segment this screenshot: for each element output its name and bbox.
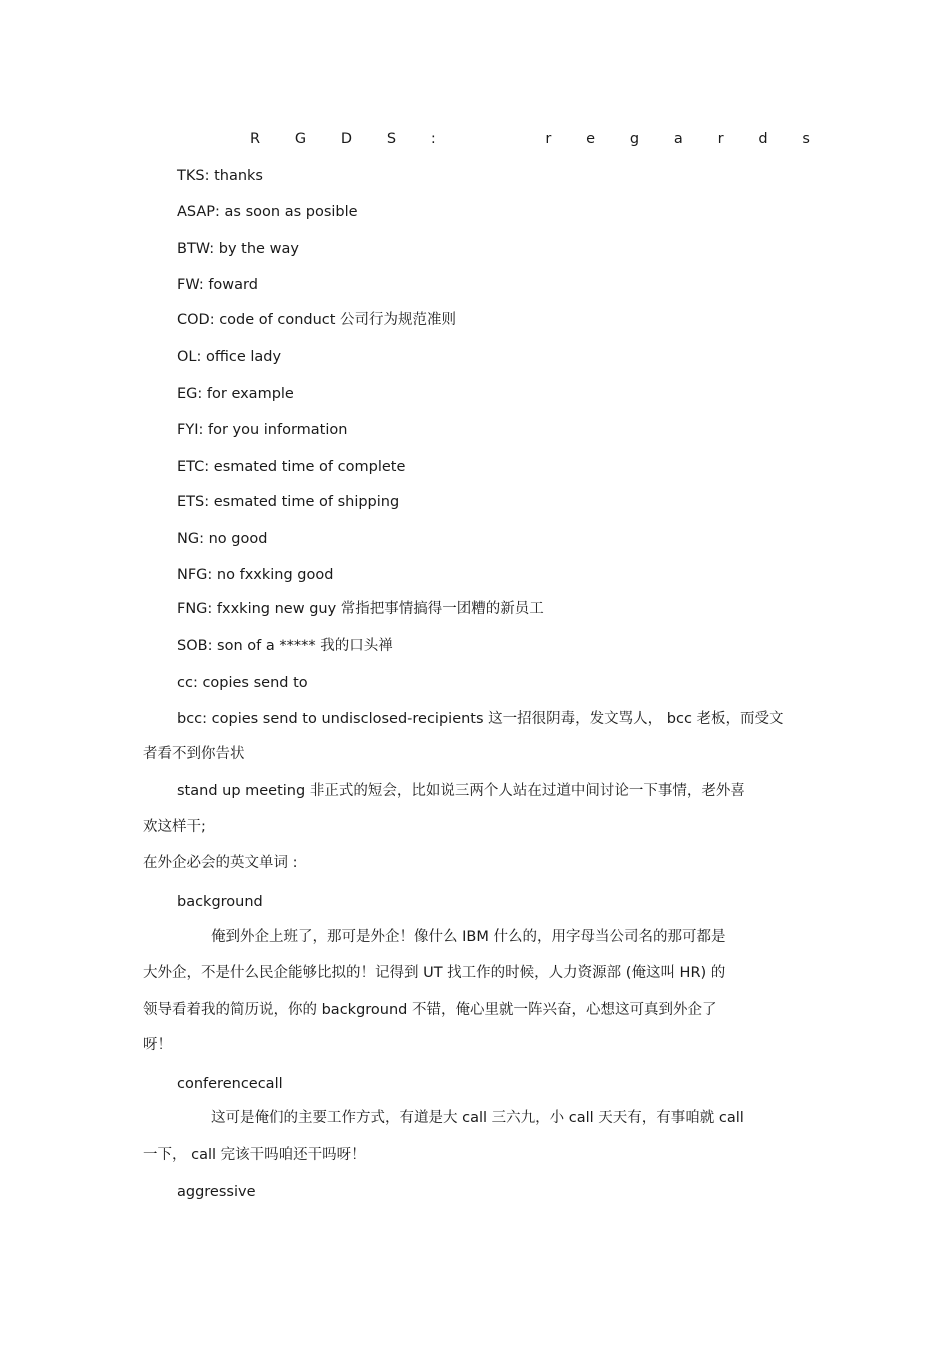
abbr-line: ETS: esmated time of shipping bbox=[177, 494, 400, 510]
conferencecall-text-line: 一下， call 完该干吗咱还干吗呀！ bbox=[143, 1147, 366, 1163]
rgds-letter: D bbox=[340, 131, 353, 147]
standup-line-1: stand up meeting 非正式的短会，比如说三两个人站在过道中间讨论一下事情，老外喜 bbox=[177, 783, 745, 799]
rgds-letter: R bbox=[250, 131, 261, 147]
abbr-line: BTW: by the way bbox=[177, 241, 299, 257]
rgds-heading bbox=[250, 129, 810, 149]
abbr-line: ETC: esmated time of complete bbox=[177, 459, 406, 475]
section-title: 在外企必会的英文单词 : bbox=[143, 855, 298, 871]
rgds-letter: S bbox=[386, 131, 397, 147]
rgds-letter: r bbox=[717, 131, 724, 147]
term-conferencecall: conferencecall bbox=[177, 1076, 283, 1092]
standup-line-2: 欢这样干; bbox=[143, 819, 206, 835]
term-aggressive: aggressive bbox=[177, 1184, 256, 1200]
abbr-line: NG: no good bbox=[177, 531, 268, 547]
rgds-letter: g bbox=[629, 131, 640, 147]
background-text-line: 呀！ bbox=[143, 1037, 172, 1053]
term-background: background bbox=[177, 894, 263, 910]
abbr-line: OL: office lady bbox=[177, 349, 282, 365]
abbr-line: TKS: thanks bbox=[177, 168, 263, 184]
abbr-line: SOB: son of a ***** 我的口头禅 bbox=[177, 638, 393, 654]
rgds-letter: e bbox=[586, 131, 596, 147]
abbr-line: ASAP: as soon as posible bbox=[177, 204, 358, 220]
abbr-line: FYI: for you information bbox=[177, 422, 348, 438]
abbr-line: cc: copies send to bbox=[177, 675, 308, 691]
rgds-letter: s bbox=[802, 131, 810, 147]
background-text-line: 大外企，不是什么民企能够比拟的！记得到 UT 找工作的时候，人力资源部 (俺这叫 HR) 的 bbox=[143, 965, 726, 981]
rgds-letter: G bbox=[294, 131, 307, 147]
background-text-line: 俺到外企上班了，那可是外企！像什么 IBM 什么的，用字母当公司名的那可都是 bbox=[211, 929, 726, 945]
rgds-letter: r bbox=[545, 131, 552, 147]
abbr-line: COD: code of conduct 公司行为规范准则 bbox=[177, 312, 457, 328]
rgds-letter: : bbox=[430, 131, 436, 147]
rgds-letter: d bbox=[758, 131, 768, 147]
bcc-line-2: 者看不到你告状 bbox=[143, 746, 245, 762]
rgds-gap bbox=[471, 129, 511, 149]
rgds-letter: a bbox=[673, 131, 683, 147]
background-text-line: 领导看着我的简历说，你的 background 不错，俺心里就一阵兴奋，心想这可真到外企了 bbox=[143, 1002, 717, 1018]
abbr-line: FW: foward bbox=[177, 277, 258, 293]
abbr-line: NFG: no fxxking good bbox=[177, 567, 334, 583]
bcc-line-1: bcc: copies send to undisclosed-recipients 这一招很阴毒，发文骂人， bcc 老板，而受文 bbox=[177, 711, 784, 727]
abbr-line: FNG: fxxking new guy 常指把事情搞得一团糟的新员工 bbox=[177, 601, 544, 617]
conferencecall-text-line: 这可是俺们的主要工作方式，有道是大 call 三六九，小 call 天天有，有事咱就 call bbox=[211, 1110, 744, 1126]
abbr-line: EG: for example bbox=[177, 386, 294, 402]
